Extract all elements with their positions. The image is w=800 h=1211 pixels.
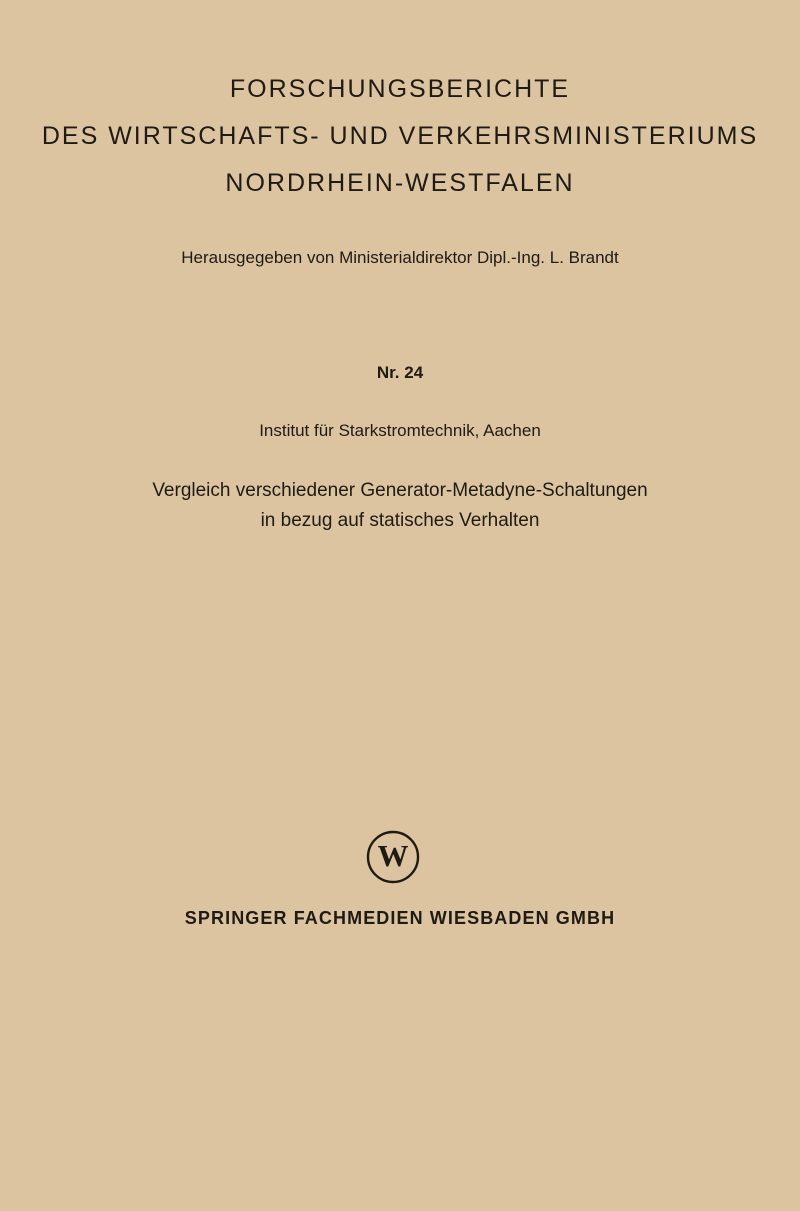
series-title-line-1: FORSCHUNGSBERICHTE: [229, 75, 571, 103]
book-title-line-2: in bezug auf statisches Verhalten: [260, 510, 540, 531]
book-title-line-1: Vergleich verschiedener Generator-Metadyne-Schaltungen: [152, 480, 648, 501]
publisher-name: SPRINGER FACHMEDIEN WIESBADEN GMBH: [184, 908, 616, 928]
book-title: [0, 476, 800, 536]
series-title-line-3: NORDRHEIN-WESTFALEN: [225, 169, 575, 197]
institute-name: Institut für Starkstromtechnik, Aachen: [259, 421, 541, 440]
series-title-line-2: DES WIRTSCHAFTS- UND VERKEHRSMINISTERIUMS: [41, 122, 759, 150]
report-number: Nr. 24: [376, 363, 424, 382]
editor-line: Herausgegeben von Ministerialdirektor Dipl.-Ing. L. Brandt: [181, 248, 619, 267]
series-title: [0, 66, 800, 207]
logo-letters: W: [377, 838, 409, 873]
springer-fachmedien-wiesbaden-logo-icon: [365, 829, 421, 885]
